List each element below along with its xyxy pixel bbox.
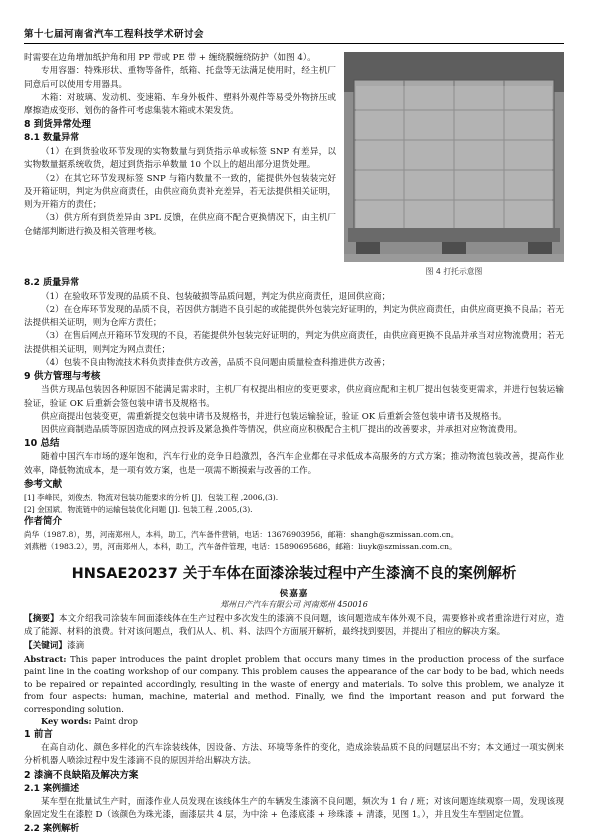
- paragraph: （1）在到货验收环节发现的实物数量与到货指示单或标签 SNP 有差异，以实物数量据系统收货，超过到货指示单数量 10 个以上的超出部分退货处理。: [24, 146, 336, 171]
- keywords-en: [24, 715, 564, 728]
- article-title: HNSAE20237 关于车体在面漆涂装过程中产生漆滴不良的案例解析: [71, 566, 517, 583]
- authors-info-title: 作者简介: [24, 516, 63, 528]
- section-8-2: [24, 277, 564, 478]
- author-info-item: 刘燕楷（1983.2），男，河南郑州人，本科，助工，汽车备件管理，电话：15890695686，邮箱：liuyk@szmissan.com.cn。: [24, 541, 457, 551]
- article-author: 侯嘉嘉: [279, 589, 309, 600]
- section-heading: 2 漆滴不良缺陷及解决方案: [24, 769, 139, 781]
- subsection-heading: 8.2 质量异常: [24, 278, 80, 288]
- abstract-label: 【摘要】: [24, 614, 59, 625]
- section-heading: 9 供方管理与考核: [24, 371, 101, 383]
- paragraph: （1）在验收环节发现的品质不良、包装破损等品质问题，判定为供应商责任，退回供应商；: [41, 291, 391, 302]
- abstract-en: [24, 653, 564, 716]
- abstract-text: 本文介绍我司涂装车间面漆线体在生产过程中多次发生的漆滴不良问题，该问题造成车体外观不良，需要修补或者重涂进行对应，造成了能源、材料的浪费。针对该问题点，我们从人、机、料、法四个方面展开解析，最终找到要因，并提出了相应的解决方案。: [24, 614, 564, 638]
- abstract-en-label: Abstract:: [24, 653, 67, 664]
- reference-item: [2] 金国斌．物流链中的运输包装优化问题 [J]. 包装工程 ,2005,(3).: [24, 504, 253, 514]
- section-heading: 10 总结: [24, 438, 60, 450]
- references-title: 参考文献: [24, 479, 63, 491]
- paragraph: 当供方现品包装因各种原因不能满足需求时，主机厂有权提出相应的变更要求，供应商应配和主机厂提出包装变更需求，并进行包装运输验证，验证 OK 后重新会签包装申请书及规格书。: [24, 385, 564, 409]
- subsection-heading: 2.2 案例解析: [24, 823, 80, 834]
- keywords-text: 漆滴: [66, 640, 85, 651]
- paragraph: （4）包装不良由物流技术科负责排查供方改善，品质不良问题由质量检查科推进供方改善；: [41, 357, 391, 368]
- left-column: [24, 52, 336, 277]
- paragraph: 木箱：对玻璃、发动机、变速箱、车身外板件、塑料外观件等易受外物挤压或摩擦造成变形、划伤的备件可考虑集装木箱或木架发货。: [24, 92, 336, 117]
- paragraph: 随着中国汽车市场的逐年饱和，汽车行业的竞争日趋激烈，各汽车企业都在寻求低成本高服务的方式方案；推动物流包装改善，提高作业效率，降低物流成本，是一项有效方案，也是一项需不断摸索与改善的工作。: [24, 452, 564, 476]
- running-header: 第十七届河南省汽车工程科技学术研讨会: [24, 0, 564, 44]
- paragraph: （2）在仓库环节发现的品质不良，若因供方制造不良引起的或能提供外包装完好证明的，判定为供应商责任，由供应商更换不良品；若无法提供相关证明，则为仓库方责任；: [24, 304, 564, 329]
- paragraph: （3）在售后网点开箱环节发现的不良，若能提供外包装完好证明的，判定为供应商责任，由供应商更换不良品并承当对应物流费用；若无法提供相关证明，则判定为网点责任；: [24, 331, 564, 355]
- figure-caption: 图 4 打托示意图: [425, 267, 483, 276]
- paragraph: 在高自动化、颜色多样化的汽车涂装线体，因设备、方法、环境等条件的变化，造成涂装品质不良的问题层出不穷；本文通过一项实例来分析机器人喷涂过程中发生漆滴不良的原因并给出解决方法。: [24, 742, 564, 767]
- paragraph: （3）供方所有到货差异由 3PL 反馈，在供应商不配合更换情况下，由主机厂仓储部判断进行换及相关管理考核。: [24, 213, 336, 237]
- paragraph: （2）在其它环节发现标签 SNP 与箱内数量不一致的，能提供外包装装完好及开箱证明，判定为供应商责任，由供应商负责补充差异，若无法提供相关证明，则为开箱方的责任；: [24, 173, 336, 211]
- keywords-cn: [24, 640, 564, 653]
- reference-item: [1] 李峰民，刘俊杰．物流对包装功能要求的分析 [J]．包装工程 ,2006,(3).: [24, 493, 279, 503]
- references: [24, 478, 564, 552]
- paragraph: 供应商提出包装变更，需重新提交包装申请书及规格书，并进行包装运输验证，验证 OK 后重新会签包装申请书及规格书。: [41, 411, 507, 422]
- subsection-heading: 2.1 案例描述: [24, 783, 80, 794]
- abstract-en-text: This paper introduces the paint droplet problem that occurs many times in the production process of the surface paint line in the coating workshop of our company. This problem causes the appearance of the car body to be bad, which needs to be repaired or repainted accordingly, resulting in the waste of energy and materials. To solve this problem, we analyze it from four aspects: human, machine, material and method. Finally, we find the important reason and put forward the corresponding solution.: [24, 653, 564, 714]
- pallet-photo: [344, 52, 564, 262]
- section-heading: 8 到货异常处理: [24, 119, 91, 131]
- top-section: [24, 52, 564, 277]
- abstract-cn: [24, 613, 564, 640]
- pallet-illustration: [344, 52, 564, 262]
- author-info-item: 尚华（1987.8），男，河南郑州人，本科，助工，汽车备件营销，电话：13676903956，邮箱：shangh@szmissan.com.cn。: [24, 530, 459, 540]
- paragraph: 专用容器：特殊形状、重物等备件，纸箱、托盘等无法满足使用时，经主机厂同意后可以使用专用器具。: [24, 66, 336, 90]
- keywords-en-text: Paint drop: [94, 716, 138, 727]
- paragraph: 某车型在批量试生产时，面漆作业人员发现在该线体生产的车辆发生漆滴不良问题，频次为 1 台 / 班；对该问题连续观察一周，发现该现象固定发生在漆腔 D（该颜色为珠光漆，面漆层共 4 层，为中涂 + 色漆底漆 + 珍珠漆 + 清漆，见图 1。），并且发生车型固定位置。: [24, 797, 564, 821]
- figure: [344, 52, 564, 277]
- paragraph: 因供应商制造品质等原因造成的网点投诉及紧急换件等情况，供应商应积极配合主机厂提出的改善要求，并承担对应物流费用。: [41, 425, 523, 436]
- paragraph: 时需要在边角增加纸护角和用 PP 带或 PE 带 + 缠绕膜缠绕防护（如图 4）。: [24, 53, 316, 63]
- section-heading: 1 前言: [24, 728, 53, 740]
- article-2: [24, 562, 564, 836]
- keywords-label: 【关键词】: [24, 640, 67, 651]
- subsection-heading: 8.1 数量异常: [24, 133, 80, 144]
- article-affiliation: 郑州日产汽车有限公司 河南郑州 450016: [220, 600, 368, 610]
- keywords-en-label: Key words:: [41, 716, 92, 727]
